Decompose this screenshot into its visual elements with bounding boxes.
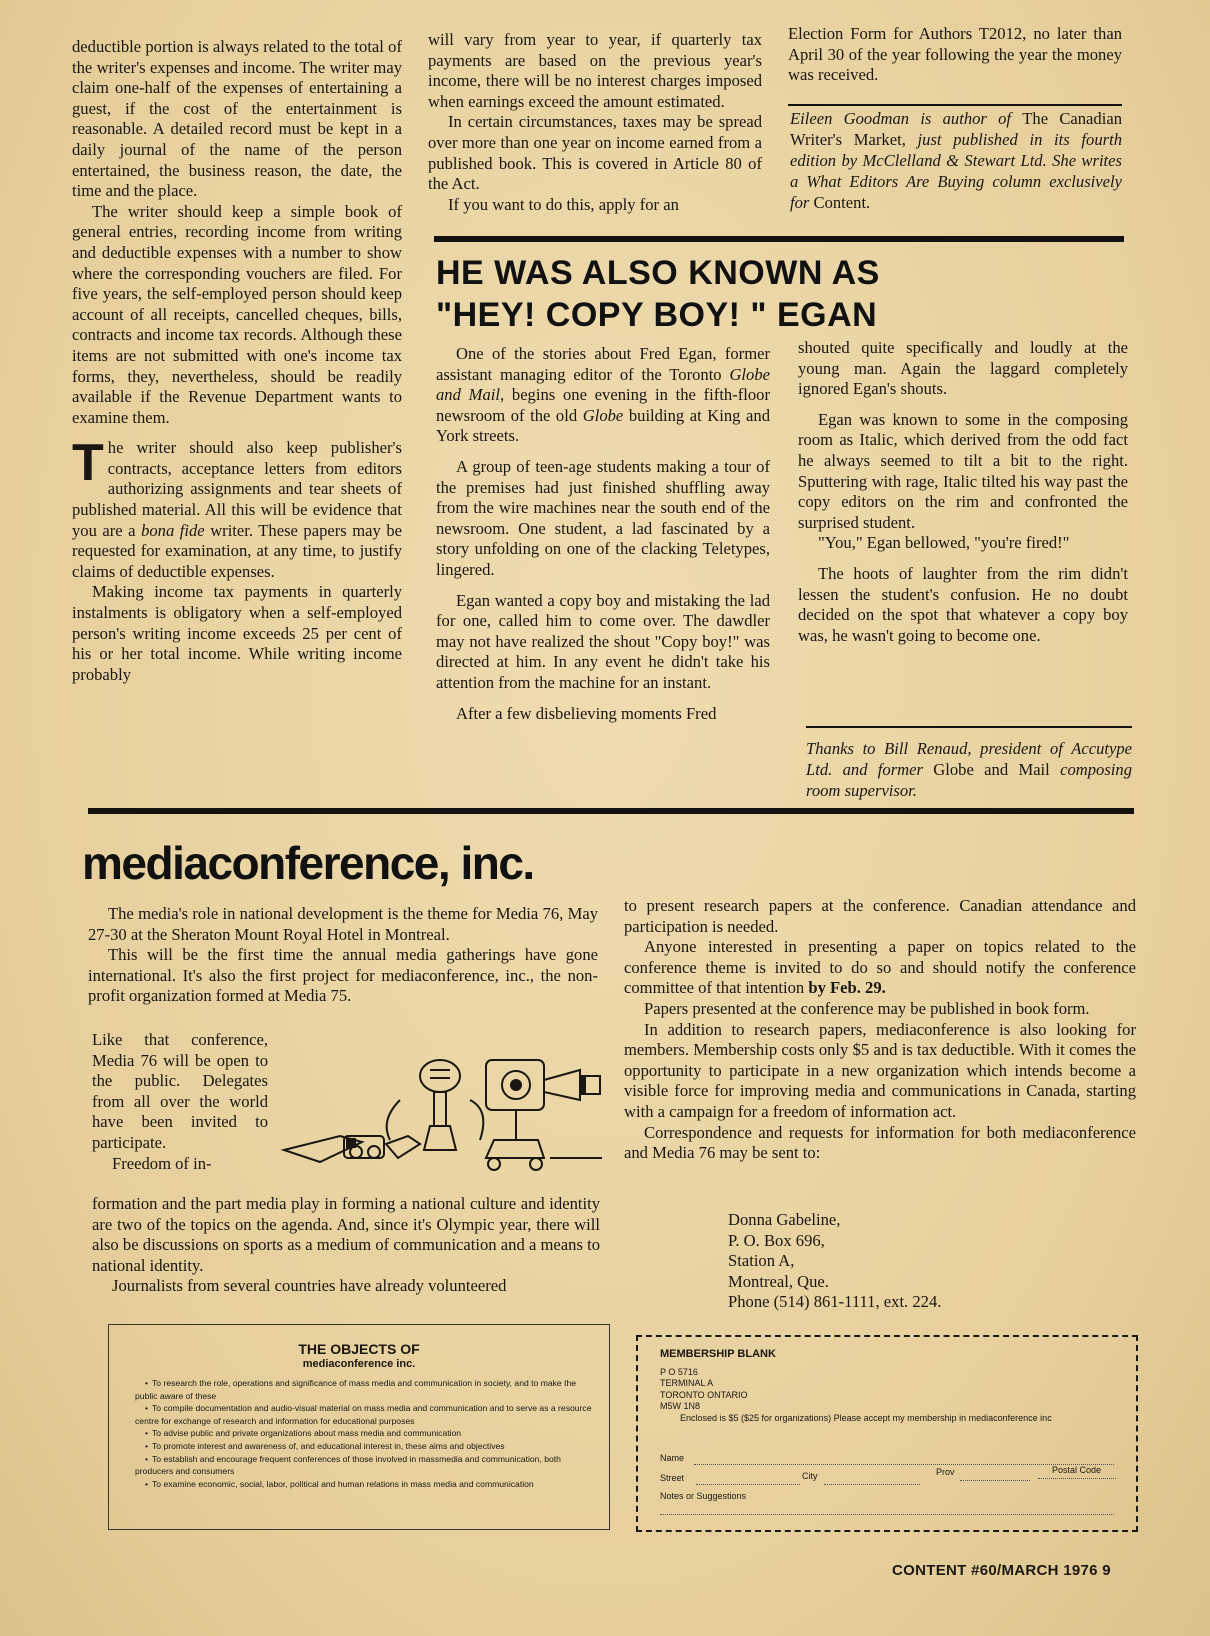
paragraph: deductible portion is always related to the total of the writer's expenses and income. The writer may claim one-half of the expenses of entertaining a guest, if the cost of the entertainment is reasonable. A detailed record must be kept in a daily journal of the name of the person entertained, the business reason, the date, the time and the place. (72, 37, 402, 201)
prov-label: Prov (936, 1467, 955, 1477)
paragraph: A group of teen-age students making a tour of the premises had just finished shuffling away from the wire machines near the south end of the newsroom. One student, a lad fascinated by a story unfolding on one of the clacking Teletypes, lingered. (436, 456, 770, 579)
objects-subtitle: mediaconference inc. (302, 1358, 416, 1370)
membership-enclosed-text: Enclosed is $5 ($25 for organizations) Please accept my membership in mediaconference inc (680, 1412, 1052, 1423)
media-equipment-illustration (280, 1040, 610, 1180)
paragraph: Egan wanted a copy boy and mistaking the lad for one, called him to come over. The dawdler may not have realized the shout "Copy boy!" was directed at him. In any event he didn't take his attention from the machine for an instant. (436, 590, 770, 692)
list-item: • To compile documentation and audio-visual material on mass media and communication and to serve as a resource centre for exchange of research and information for educational purposes (135, 1402, 593, 1427)
paragraph: to present research papers at the conference. Canadian attendance and participation is needed. (624, 896, 1136, 936)
contact-line: Montreal, Que. (728, 1271, 829, 1291)
paragraph: The hoots of laughter from the rim didn't lessen the student's confusion. He no doubt decided on the spot that whatever a copy boy was, he wasn't going to become one. (798, 563, 1128, 645)
address-line: TERMINAL A (660, 1378, 714, 1388)
article1-column2 (428, 30, 762, 215)
list-item: • To advise public and private organizations about mass media and communication (135, 1427, 593, 1440)
paragraph: Egan was known to some in the composing room as Italic, which derived from the odd fact he always seemed to tilt a bit to the right. Sputtering with rage, Italic tilted his way past the copy editors on the rim and confronted the surprised student. (798, 409, 1128, 532)
paragraph: will vary from year to year, if quarterly tax payments are based on the previous year's income, there will be no interest charges imposed when earnings exceed the amount estimated. (428, 30, 762, 111)
objects-box (108, 1324, 610, 1530)
paragraph: Making income tax payments in quarterly instalments is obligatory when a self-employed person's writing income exceeds 25 per cent of his or her total income. While writing income probably (72, 582, 402, 684)
article3-wrap-column (92, 1030, 268, 1174)
article3-left-column (88, 904, 598, 1007)
article1-column1 (72, 37, 402, 685)
list-item: • To research the role, operations and significance of mass media and communication in society, and to make the public aware of these (135, 1377, 593, 1402)
city-label: City (802, 1471, 818, 1481)
paragraph: Like that conference, Media 76 will be open to the public. Delegates from all over the world have been invited to participate. (92, 1030, 268, 1152)
paragraph: Freedom of in- (112, 1153, 212, 1173)
headline-line: "HEY! COPY BOY! " EGAN (436, 296, 878, 334)
paragraph: One of the stories about Fred Egan, former assistant managing editor of the Toronto Globe and Mail, begins one evening in the fifth-floor newsroom of the old Globe building at King and York streets. (436, 344, 771, 446)
paragraph: This will be the first time the annual media gatherings have gone international. It's also the first project for mediaconference, inc., the non-profit organization formed at Media 75. (88, 945, 598, 1006)
list-item: • To examine economic, social, labor, political and human relations in mass media and communication (135, 1478, 593, 1491)
membership-title: MEMBERSHIP BLANK (660, 1348, 776, 1360)
thanks-credit: Thanks to Bill Renaud, president of Accutype Ltd. and former Globe and Mail composing room supervisor. (806, 739, 1132, 800)
divider (788, 104, 1122, 106)
paragraph: "You," Egan bellowed, "you're fired!" (818, 533, 1070, 553)
article3-left-lower (92, 1194, 600, 1297)
address-line: P O 5716 (660, 1366, 698, 1377)
page-footer: CONTENT #60/MARCH 1976 9 (892, 1562, 1111, 1579)
objects-title: THE OBJECTS OF (298, 1341, 420, 1357)
article2-headline (436, 252, 1126, 336)
list-item: • To establish and encourage frequent conferences of those involved in massmedia and communication, both producers and consumers (135, 1453, 593, 1478)
contact-line: Phone (514) 861-1111, ext. 224. (728, 1292, 942, 1312)
postal-code-label: Postal Code (1052, 1465, 1102, 1475)
prov-field[interactable] (960, 1479, 1030, 1481)
paragraph: shouted quite specifically and loudly at the young man. Again the laggard completely ignored Egan's shouts. (798, 338, 1128, 399)
paragraph: The writer should also keep publisher's contracts, acceptance letters from editors authorizing assignments and tear sheets of published material. All this will be evidence that you are a bona fide writer. These papers may be requested for examination, at any time, to justify claims of deductible expenses. (72, 434, 402, 581)
paragraph: Anyone interested in presenting a paper on topics related to the conference theme is invited to do so and should notify the conference committee of that intention by Feb. 29. (624, 937, 1136, 998)
contact-line: Donna Gabeline, (728, 1210, 841, 1229)
divider (806, 726, 1132, 728)
notes-field[interactable] (660, 1513, 1114, 1515)
address-line: TORONTO ONTARIO (660, 1389, 748, 1400)
postal-code-field[interactable] (1038, 1477, 1116, 1479)
paragraph: Papers presented at the conference may be published in book form. (644, 998, 1090, 1018)
paragraph: Correspondence and requests for information for both mediaconference and Media 76 may be sent to: (624, 1122, 1136, 1163)
headline-line: HE WAS ALSO KNOWN AS (436, 254, 880, 292)
street-field[interactable] (696, 1483, 800, 1485)
mediaconference-logo: mediaconference, inc. (82, 837, 534, 889)
author-byline: Eileen Goodman is author of The Canadian Writer's Market, just published in its fourth edition by McClelland & Stewart Ltd. She writes a What Editors Are Buying column exclusively for Content. (790, 109, 1123, 212)
paragraph: formation and the part media play in forming a national culture and identity are two of the topics on the agenda. And, since it's Olympic year, there will also be discussions on sports as a medium of communication and a means to national identity. (92, 1194, 600, 1275)
membership-address (660, 1367, 1136, 1413)
contact-address (728, 1210, 941, 1313)
membership-form (636, 1335, 1138, 1532)
paragraph: In addition to research papers, mediaconference is also looking for members. Membership costs only $5 and is tax deductible. With it comes the opportunity to participate in a new organization which intends become a visible force for improving media and communications in Canada, starting with a campaign for a freedom of information act. (624, 1019, 1136, 1121)
article1-column3 (788, 24, 1122, 86)
list-item: • To promote interest and awareness of, and educational interest in, these aims and objectives (135, 1440, 593, 1453)
paragraph: Journalists from several countries have already volunteered (112, 1276, 507, 1296)
section-rule (88, 808, 1134, 814)
article2-column2 (798, 338, 1128, 646)
contact-line: Station A, (728, 1251, 795, 1271)
street-label: Street (660, 1473, 685, 1483)
paragraph: In certain circumstances, taxes may be spread over more than one year on income earned from a published book. This is covered in Article 80 of the Act. (428, 112, 762, 194)
article2-column1 (436, 344, 770, 724)
paragraph: If you want to do this, apply for an (448, 194, 679, 214)
article3-right-column (624, 896, 1136, 1164)
paragraph: The writer should keep a simple book of general entries, recording income from writing and deductible expenses with a number to show where the corresponding vouchers are filed. For five years, the self-employed person should keep account of all receipts, cancelled cheques, bills, contracts and income tax records. Although these items are not submitted with one's income tax forms, they, nevertheless, should be readily available if the Revenue Department wants to examine them. (72, 201, 402, 427)
name-label: Name (660, 1453, 685, 1463)
address-line: M5W 1N8 (660, 1401, 701, 1411)
paragraph: Election Form for Authors T2012, no later than April 30 of the year following the year the money was received. (788, 24, 1122, 85)
paragraph: The media's role in national development is the theme for Media 76, May 27-30 at the Sheraton Mount Royal Hotel in Montreal. (88, 904, 598, 944)
city-field[interactable] (824, 1483, 920, 1485)
section-rule (434, 236, 1124, 242)
notes-label: Notes or Suggestions (660, 1491, 747, 1501)
drop-cap: T (72, 434, 104, 493)
contact-line: P. O. Box 696, (728, 1230, 825, 1250)
paragraph: After a few disbelieving moments Fred (456, 703, 717, 723)
objects-list (109, 1377, 609, 1490)
name-field[interactable] (694, 1463, 1114, 1465)
